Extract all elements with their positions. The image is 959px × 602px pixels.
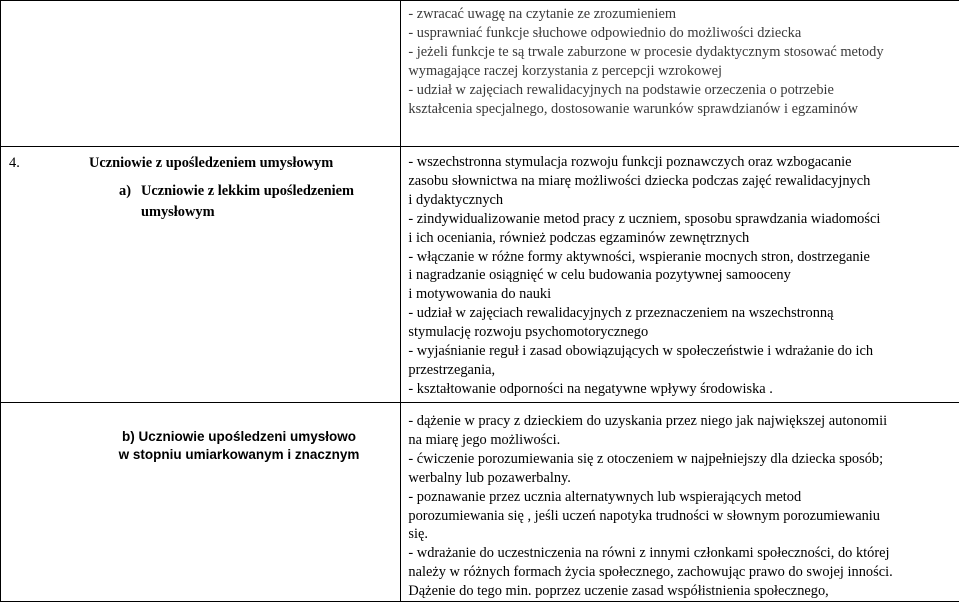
table-row — [1, 403, 959, 602]
list-item: - jeżeli funkcje te są trwale zaburzone w procesie dydaktycznym stosować metody — [408, 43, 953, 62]
list-item: porozumiewania się , jeśli uczeń napotyka trudności w słownym porozumiewaniu — [408, 507, 953, 526]
list-item: - udział w zajęciach rewalidacyjnych z przeznaczeniem na wszechstronną — [408, 304, 953, 323]
list-item: - udział w zajęciach rewalidacyjnych na podstawie orzeczenia o potrzebie — [408, 81, 953, 100]
recommendations-a-cell — [401, 147, 959, 403]
list-item: się. — [408, 525, 953, 544]
list-item: kształcenia specjalnego, dostosowanie warunków sprawdzianów i egzaminów — [408, 100, 953, 119]
section-number: 4. — [9, 155, 20, 172]
list-item: - kształtowanie odporności na negatywne wpływy środowiska . — [408, 380, 953, 399]
category-cell — [1, 147, 401, 403]
list-item: - wyjaśnianie reguł i zasad obowiązujących w społeczeństwie i wdrażanie do ich — [408, 342, 953, 361]
empty-cell — [1, 1, 401, 147]
list-item: zasobu słownictwa na miarę możliwości dziecka podczas zajęć rewalidacyjnych — [408, 172, 953, 191]
list-item: wymagające raczej korzystania z percepcji wzrokowej — [408, 62, 953, 81]
list-item: - dążenie w pracy z dzieckiem do uzyskania przez niego jak największej autonomii — [408, 412, 953, 431]
list-item: Dążenie do tego min. poprzez uczenie zasad współistnienia społecznego, — [408, 582, 953, 601]
subcategory-a-title: Uczniowie z lekkim upośledzeniem — [141, 183, 354, 199]
list-item: - wszechstronna stymulacja rozwoju funkcji poznawczych oraz wzbogacanie — [408, 153, 953, 172]
list-item: i dydaktycznych — [408, 191, 953, 210]
list-item: - wdrażanie do uczestniczenia na równi z innymi członkami społeczności, do której — [408, 544, 953, 563]
recommendations-a — [408, 153, 953, 399]
list-item: - zwracać uwagę na czytanie ze zrozumieniem — [408, 5, 953, 24]
list-item: - poznawanie przez ucznia alternatywnych lub wspierających metod — [408, 488, 953, 507]
list-item: należy w różnych formach życia społecznego, zachowując prawo do swojej inności. — [408, 563, 953, 582]
recommendations-b-cell — [401, 403, 959, 602]
list-item: przestrzegania, — [408, 361, 953, 380]
list-item: werbalny lub pozawerbalny. — [408, 469, 953, 488]
subcategory-b — [89, 428, 389, 464]
list-item: - zindywidualizowanie metod pracy z uczniem, sposobu sprawdzania wiadomości — [408, 210, 953, 229]
list-item: i ich oceniania, również podczas egzaminów zewnętrznych — [408, 229, 953, 248]
category-cell — [1, 403, 401, 602]
table-row — [1, 147, 959, 403]
list-item: stymulację rozwoju psychomotorycznego — [408, 323, 953, 342]
subcategory-a-label: a) — [119, 181, 141, 202]
list-item: i motywowania do nauki — [408, 285, 953, 304]
list-item: na miarę jego możliwości. — [408, 431, 953, 450]
list-item: i nagradzanie osiągnięć w celu budowania pozytywnej samooceny — [408, 266, 953, 285]
subcategory-a — [119, 181, 389, 223]
subcategory-b-title-cont: w stopniu umiarkowanym i znacznym — [89, 446, 389, 464]
subcategory-b-title: b) Uczniowie upośledzeni umysłowo — [89, 428, 389, 446]
list-item: - ćwiczenie porozumiewania się z otoczeniem w najpełniejszy dla dziecka sposób; — [408, 450, 953, 469]
section-heading: Uczniowie z upośledzeniem umysłowym — [89, 155, 333, 172]
subcategory-a-title-cont: umysłowym — [119, 202, 389, 223]
recommendations-b — [408, 412, 953, 601]
list-item: - włączanie w różne formy aktywności, wspieranie mocnych stron, dostrzeganie — [408, 248, 953, 267]
top-recommendations-cell — [401, 1, 959, 147]
list-item: - usprawniać funkcje słuchowe odpowiednio do możliwości dziecka — [408, 24, 953, 43]
table-row — [1, 1, 959, 147]
